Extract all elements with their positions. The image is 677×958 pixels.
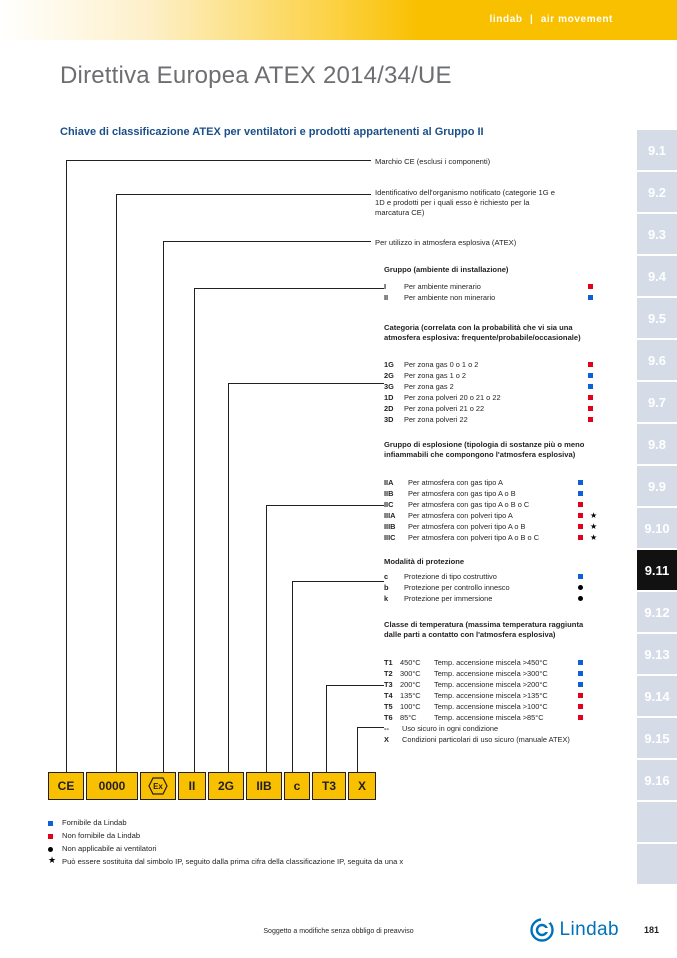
tab-9-15[interactable]: 9.15 bbox=[637, 718, 677, 758]
temperature-row-4-marker bbox=[578, 693, 583, 698]
safety-row-1-text: Uso sicuro in ogni condizione bbox=[402, 724, 499, 733]
category-row-5-text: Per zona polveri 21 o 22 bbox=[404, 404, 485, 413]
category-row-6 bbox=[384, 415, 468, 424]
header-brand-left: lindab bbox=[489, 14, 523, 25]
protection-row-3 bbox=[384, 594, 492, 603]
legend-dot-icon bbox=[48, 847, 53, 852]
connector-v-expgroup bbox=[266, 505, 267, 772]
explosion-group-row-3 bbox=[384, 500, 529, 509]
connector-v-group bbox=[194, 288, 195, 772]
category-row-4 bbox=[384, 393, 501, 402]
temperature-row-2-marker bbox=[578, 671, 583, 676]
category-row-6-code: 3D bbox=[384, 415, 394, 424]
tab-9-7[interactable]: 9.7 bbox=[637, 382, 677, 422]
connector-h-temp bbox=[326, 685, 384, 686]
tab-9-3[interactable]: 9.3 bbox=[637, 214, 677, 254]
category-row-2-text: Per zona gas 1 o 2 bbox=[404, 371, 467, 380]
protection-row-3-code: k bbox=[384, 594, 389, 603]
protection-row-2-marker bbox=[578, 585, 583, 590]
legend-red-square-icon bbox=[48, 834, 53, 839]
temperature-row-6-text: Temp. accensione miscela >85°C bbox=[434, 713, 544, 722]
explosion-group-row-2-code: IIB bbox=[384, 489, 394, 498]
code-box-protection[interactable]: c bbox=[284, 772, 310, 800]
temperature-row-4-code: T4 bbox=[384, 691, 393, 700]
temperature-row-3-temp: 200°C bbox=[400, 680, 421, 689]
category-row-3-marker bbox=[588, 384, 593, 389]
temperature-row-5-text: Temp. accensione miscela >100°C bbox=[434, 702, 548, 711]
explosion-group-row-1-marker bbox=[578, 480, 583, 485]
lindab-logo-text: Lindab bbox=[559, 919, 619, 940]
temperature-row-2-text: Temp. accensione miscela >300°C bbox=[434, 669, 548, 678]
connector-h-expgroup bbox=[266, 505, 384, 506]
explosion-group-row-4-text: Per atmosfera con polveri tipo A bbox=[408, 511, 513, 520]
explosion-group-row-2 bbox=[384, 489, 516, 498]
protection-row-2-code: b bbox=[384, 583, 389, 592]
explosion-group-row-6-text: Per atmosfera con polveri tipo A o B o C bbox=[408, 533, 540, 542]
code-box-ce[interactable]: CE bbox=[48, 772, 84, 800]
tab-9-4[interactable]: 9.4 bbox=[637, 256, 677, 296]
group-heading: Gruppo (ambiente di installazione) bbox=[384, 265, 509, 274]
explosion-group-row-6-code: IIIC bbox=[384, 533, 396, 542]
explosion-group-row-3-marker bbox=[578, 502, 583, 507]
explosion-group-row-3-text: Per atmosfera con gas tipo A o B o C bbox=[408, 500, 530, 509]
page-title: Direttiva Europea ATEX 2014/34/UE bbox=[60, 62, 452, 89]
protection-row-2 bbox=[384, 583, 510, 592]
legend-star-icon: ★ bbox=[48, 855, 57, 865]
connector-v-temp bbox=[326, 685, 327, 772]
tab-9-12[interactable]: 9.12 bbox=[637, 592, 677, 632]
temperature-row-1-text: Temp. accensione miscela >450°C bbox=[434, 658, 548, 667]
category-row-4-text: Per zona polveri 20 o 21 o 22 bbox=[404, 393, 501, 402]
connector-h-protection bbox=[292, 581, 384, 582]
temperature-row-3-code: T3 bbox=[384, 680, 393, 689]
temperature-row-3 bbox=[384, 680, 548, 689]
group-row-2-marker bbox=[588, 295, 593, 300]
code-box-notified-number[interactable]: 0000 bbox=[86, 772, 138, 800]
temperature-row-2-temp: 300°C bbox=[400, 669, 421, 678]
protection-row-3-text: Protezione per immersione bbox=[404, 594, 493, 603]
legend bbox=[48, 818, 648, 870]
group-row-1-marker bbox=[588, 284, 593, 289]
temperature-row-6-temp: 85°C bbox=[400, 713, 417, 722]
explosion-group-row-5-marker bbox=[578, 524, 583, 529]
legend-star-text: Può essere sostituita dal simbolo IP, seguito dalla prima cifra della classificazione IP, seguita da una x bbox=[62, 857, 404, 866]
explosion-group-row-5-text: Per atmosfera con polveri tipo A o B bbox=[408, 522, 526, 531]
category-row-3-code: 3G bbox=[384, 382, 394, 391]
group-row-1-code: I bbox=[384, 282, 387, 291]
explosion-group-row-5 bbox=[384, 522, 526, 531]
category-row-2-marker bbox=[588, 373, 593, 378]
legend-dot-text: Non applicabile ai ventilatori bbox=[62, 844, 157, 853]
temperature-row-6-marker bbox=[578, 715, 583, 720]
connector-h-category bbox=[228, 383, 384, 384]
connector-h-group bbox=[194, 288, 384, 289]
explosion-group-row-3-code: IIC bbox=[384, 500, 394, 509]
tab-9-1[interactable]: 9.1 bbox=[637, 130, 677, 170]
protection-row-2-text: Protezione per controllo innesco bbox=[404, 583, 510, 592]
tab-9-9[interactable]: 9.9 bbox=[637, 466, 677, 506]
connector-h-safety bbox=[357, 727, 384, 728]
code-box-temperature-class[interactable]: T3 bbox=[312, 772, 346, 800]
tab-9-11[interactable]: 9.11 bbox=[637, 550, 677, 590]
temperature-row-3-text: Temp. accensione miscela >200°C bbox=[434, 680, 548, 689]
temperature-row-1-code: T1 bbox=[384, 658, 393, 667]
group-row-2-text: Per ambiente non minerario bbox=[404, 293, 496, 302]
code-box-atex-hex-icon[interactable] bbox=[140, 772, 176, 800]
group-row-2-code: II bbox=[384, 293, 389, 302]
connector-v-protection bbox=[292, 581, 293, 772]
safety-row-1-code: -- bbox=[384, 724, 389, 733]
category-row-1-marker bbox=[588, 362, 593, 367]
group-row-2 bbox=[384, 293, 495, 302]
explosion-group-row-4-star-icon: ★ bbox=[590, 511, 598, 520]
tab-9-14[interactable]: 9.14 bbox=[637, 676, 677, 716]
explosion-group-heading: Gruppo di esplosione (tipologia di sostanze più o meno infiammabili che compongono l'atmosfera esplosiva) bbox=[384, 440, 585, 460]
explosion-group-row-4 bbox=[384, 511, 513, 520]
svg-text:Ex: Ex bbox=[153, 782, 163, 791]
connector-v-safety bbox=[357, 727, 358, 772]
header-brand-separator: | bbox=[529, 14, 534, 25]
legend-item-red bbox=[48, 831, 648, 844]
connector-v-category bbox=[228, 383, 229, 772]
code-box-group[interactable]: II bbox=[178, 772, 206, 800]
explosion-group-row-6 bbox=[384, 533, 539, 542]
explosion-group-row-1 bbox=[384, 478, 503, 487]
tab-9-13[interactable]: 9.13 bbox=[637, 634, 677, 674]
tab-9-16[interactable]: 9.16 bbox=[637, 760, 677, 800]
temperature-row-6 bbox=[384, 713, 544, 722]
legend-blue-square-icon bbox=[48, 821, 53, 826]
category-heading: Categoria (correlata con la probabilità che vi sia una atmosfera esplosiva: frequente/probabile/occasionale) bbox=[384, 323, 581, 343]
explosion-group-row-1-text: Per atmosfera con gas tipo A bbox=[408, 478, 503, 487]
explosion-group-row-5-star-icon: ★ bbox=[590, 522, 598, 531]
lindab-logo-mark-icon bbox=[530, 918, 554, 942]
header-brand-right: air movement bbox=[540, 14, 613, 25]
explosion-group-row-4-code: IIIA bbox=[384, 511, 396, 520]
temperature-row-1 bbox=[384, 658, 548, 667]
category-row-6-text: Per zona polveri 22 bbox=[404, 415, 468, 424]
explosion-group-row-2-marker bbox=[578, 491, 583, 496]
tab-9-6[interactable]: 9.6 bbox=[637, 340, 677, 380]
callout-atex-use: Per utilizzo in atmosfera esplosiva (ATEX) bbox=[375, 238, 517, 247]
temperature-row-4-temp: 135°C bbox=[400, 691, 421, 700]
tab-9-10[interactable]: 9.10 bbox=[637, 508, 677, 548]
category-row-3-text: Per zona gas 2 bbox=[404, 382, 454, 391]
legend-item-dot bbox=[48, 844, 648, 857]
protection-row-1-code: c bbox=[384, 572, 389, 581]
category-row-5-code: 2D bbox=[384, 404, 394, 413]
category-row-2-code: 2G bbox=[384, 371, 394, 380]
temperature-row-5 bbox=[384, 702, 548, 711]
safety-row-2-code: X bbox=[384, 735, 389, 744]
explosion-group-row-1-code: IIA bbox=[384, 478, 394, 487]
legend-red-text: Non fornibile da Lindab bbox=[62, 831, 141, 840]
temperature-heading: Classe di temperatura (massima temperatura raggiunta dalle parti a contatto con l'atmosfera esplosiva) bbox=[384, 620, 584, 640]
callout-notified-body: Identificativo dell'organismo notificato (categorie 1G e 1D e prodotti per i quali esso è richiesto per la marcatura CE) bbox=[375, 188, 555, 218]
temperature-row-5-temp: 100°C bbox=[400, 702, 421, 711]
temperature-row-3-marker bbox=[578, 682, 583, 687]
category-row-2 bbox=[384, 371, 466, 380]
category-row-3 bbox=[384, 382, 454, 391]
callout-ce: Marchio CE (esclusi i componenti) bbox=[375, 157, 491, 166]
category-row-5 bbox=[384, 404, 484, 413]
explosion-group-row-5-code: IIIB bbox=[384, 522, 396, 531]
connector-v-ce bbox=[66, 160, 67, 772]
category-row-1 bbox=[384, 360, 478, 369]
category-row-1-text: Per zona gas 0 o 1 o 2 bbox=[404, 360, 479, 369]
connector-v-notified bbox=[116, 194, 117, 772]
temperature-row-1-temp: 450°C bbox=[400, 658, 421, 667]
protection-heading: Modalità di protezione bbox=[384, 557, 465, 566]
connector-v-atex bbox=[163, 241, 164, 772]
code-box-explosion-group[interactable]: IIB bbox=[246, 772, 282, 800]
explosion-group-row-6-marker bbox=[578, 535, 583, 540]
code-box-category[interactable]: 2G bbox=[208, 772, 244, 800]
group-row-1 bbox=[384, 282, 481, 291]
footer-note: Soggetto a modifiche senza obbligo di preavviso bbox=[263, 928, 414, 935]
protection-row-1 bbox=[384, 572, 497, 581]
tab-9-2[interactable]: 9.2 bbox=[637, 172, 677, 212]
safety-row-1 bbox=[384, 724, 498, 733]
category-row-4-code: 1D bbox=[384, 393, 394, 402]
connector-h-notified bbox=[116, 194, 371, 195]
section-title: Chiave di classificazione ATEX per ventilatori e prodotti appartenenti al Gruppo II bbox=[60, 126, 484, 138]
temperature-row-4 bbox=[384, 691, 548, 700]
temperature-row-5-marker bbox=[578, 704, 583, 709]
group-row-1-text: Per ambiente minerario bbox=[404, 282, 481, 291]
category-row-4-marker bbox=[588, 395, 593, 400]
tab-9-8[interactable]: 9.8 bbox=[637, 424, 677, 464]
category-row-5-marker bbox=[588, 406, 593, 411]
tab-9-5[interactable]: 9.5 bbox=[637, 298, 677, 338]
code-box-safety-condition[interactable]: X bbox=[348, 772, 376, 800]
connector-h-ce bbox=[66, 160, 371, 161]
temperature-row-2 bbox=[384, 669, 548, 678]
lindab-logo bbox=[530, 918, 619, 942]
legend-blue-text: Fornibile da Lindab bbox=[62, 818, 127, 827]
safety-row-2-text: Condizioni particolari di uso sicuro (manuale ATEX) bbox=[402, 735, 570, 744]
category-row-1-code: 1G bbox=[384, 360, 394, 369]
temperature-row-1-marker bbox=[578, 660, 583, 665]
temperature-row-5-code: T5 bbox=[384, 702, 393, 711]
protection-row-1-marker bbox=[578, 574, 583, 579]
legend-item-blue bbox=[48, 818, 648, 831]
page-number: 181 bbox=[643, 925, 659, 935]
category-row-6-marker bbox=[588, 417, 593, 422]
explosion-group-row-6-star-icon: ★ bbox=[590, 533, 598, 542]
explosion-group-row-4-marker bbox=[578, 513, 583, 518]
protection-row-1-text: Protezione di tipo costruttivo bbox=[404, 572, 497, 581]
explosion-group-row-2-text: Per atmosfera con gas tipo A o B bbox=[408, 489, 516, 498]
connector-h-atex bbox=[163, 241, 371, 242]
temperature-row-2-code: T2 bbox=[384, 669, 393, 678]
legend-item-star bbox=[48, 857, 648, 870]
protection-row-3-marker bbox=[578, 596, 583, 601]
temperature-row-4-text: Temp. accensione miscela >135°C bbox=[434, 691, 548, 700]
temperature-row-6-code: T6 bbox=[384, 713, 393, 722]
safety-row-2 bbox=[384, 735, 570, 744]
